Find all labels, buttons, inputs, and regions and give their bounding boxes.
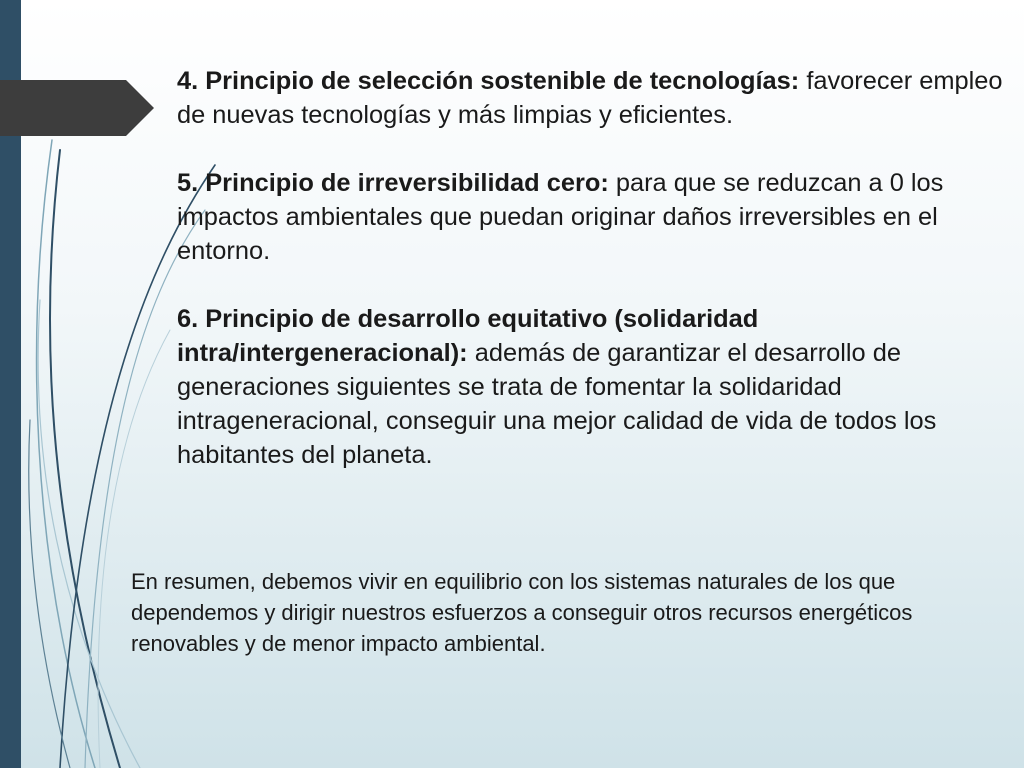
principle-6	[177, 302, 1007, 472]
principle-4-text: favorecer empleo de nuevas tecnologías y más limpias y eficientes.	[177, 67, 1003, 129]
principle-5	[177, 166, 1007, 268]
principle-6-heading: 6. Principio de desarrollo equitativo (solidaridad intra/intergeneracional):	[177, 305, 759, 367]
arrow-tab-shape	[0, 80, 154, 136]
principles-list	[177, 64, 1007, 506]
principle-5-heading: 5. Principio de irreversibilidad cero:	[177, 169, 609, 197]
summary-text: En resumen, debemos vivir en equilibrio con los sistemas naturales de los que dependemos y dirigir nuestros esfuerzos a conseguir otros recursos energéticos renovables y de menor impacto ambiental.	[131, 569, 913, 656]
principle-4	[177, 64, 1007, 132]
summary-block	[131, 566, 961, 659]
principle-6-text: además de garantizar el desarrollo de generaciones siguientes se trata de fomentar la solidaridad intrageneracional, conseguir una mejor calidad de vida de todos los habitantes del planeta.	[177, 339, 937, 469]
principle-4-heading: 4. Principio de selección sostenible de tecnologías:	[177, 67, 800, 95]
principle-5-text: para que se reduzcan a 0 los impactos ambientales que puedan originar daños irreversibles en el entorno.	[177, 169, 944, 265]
